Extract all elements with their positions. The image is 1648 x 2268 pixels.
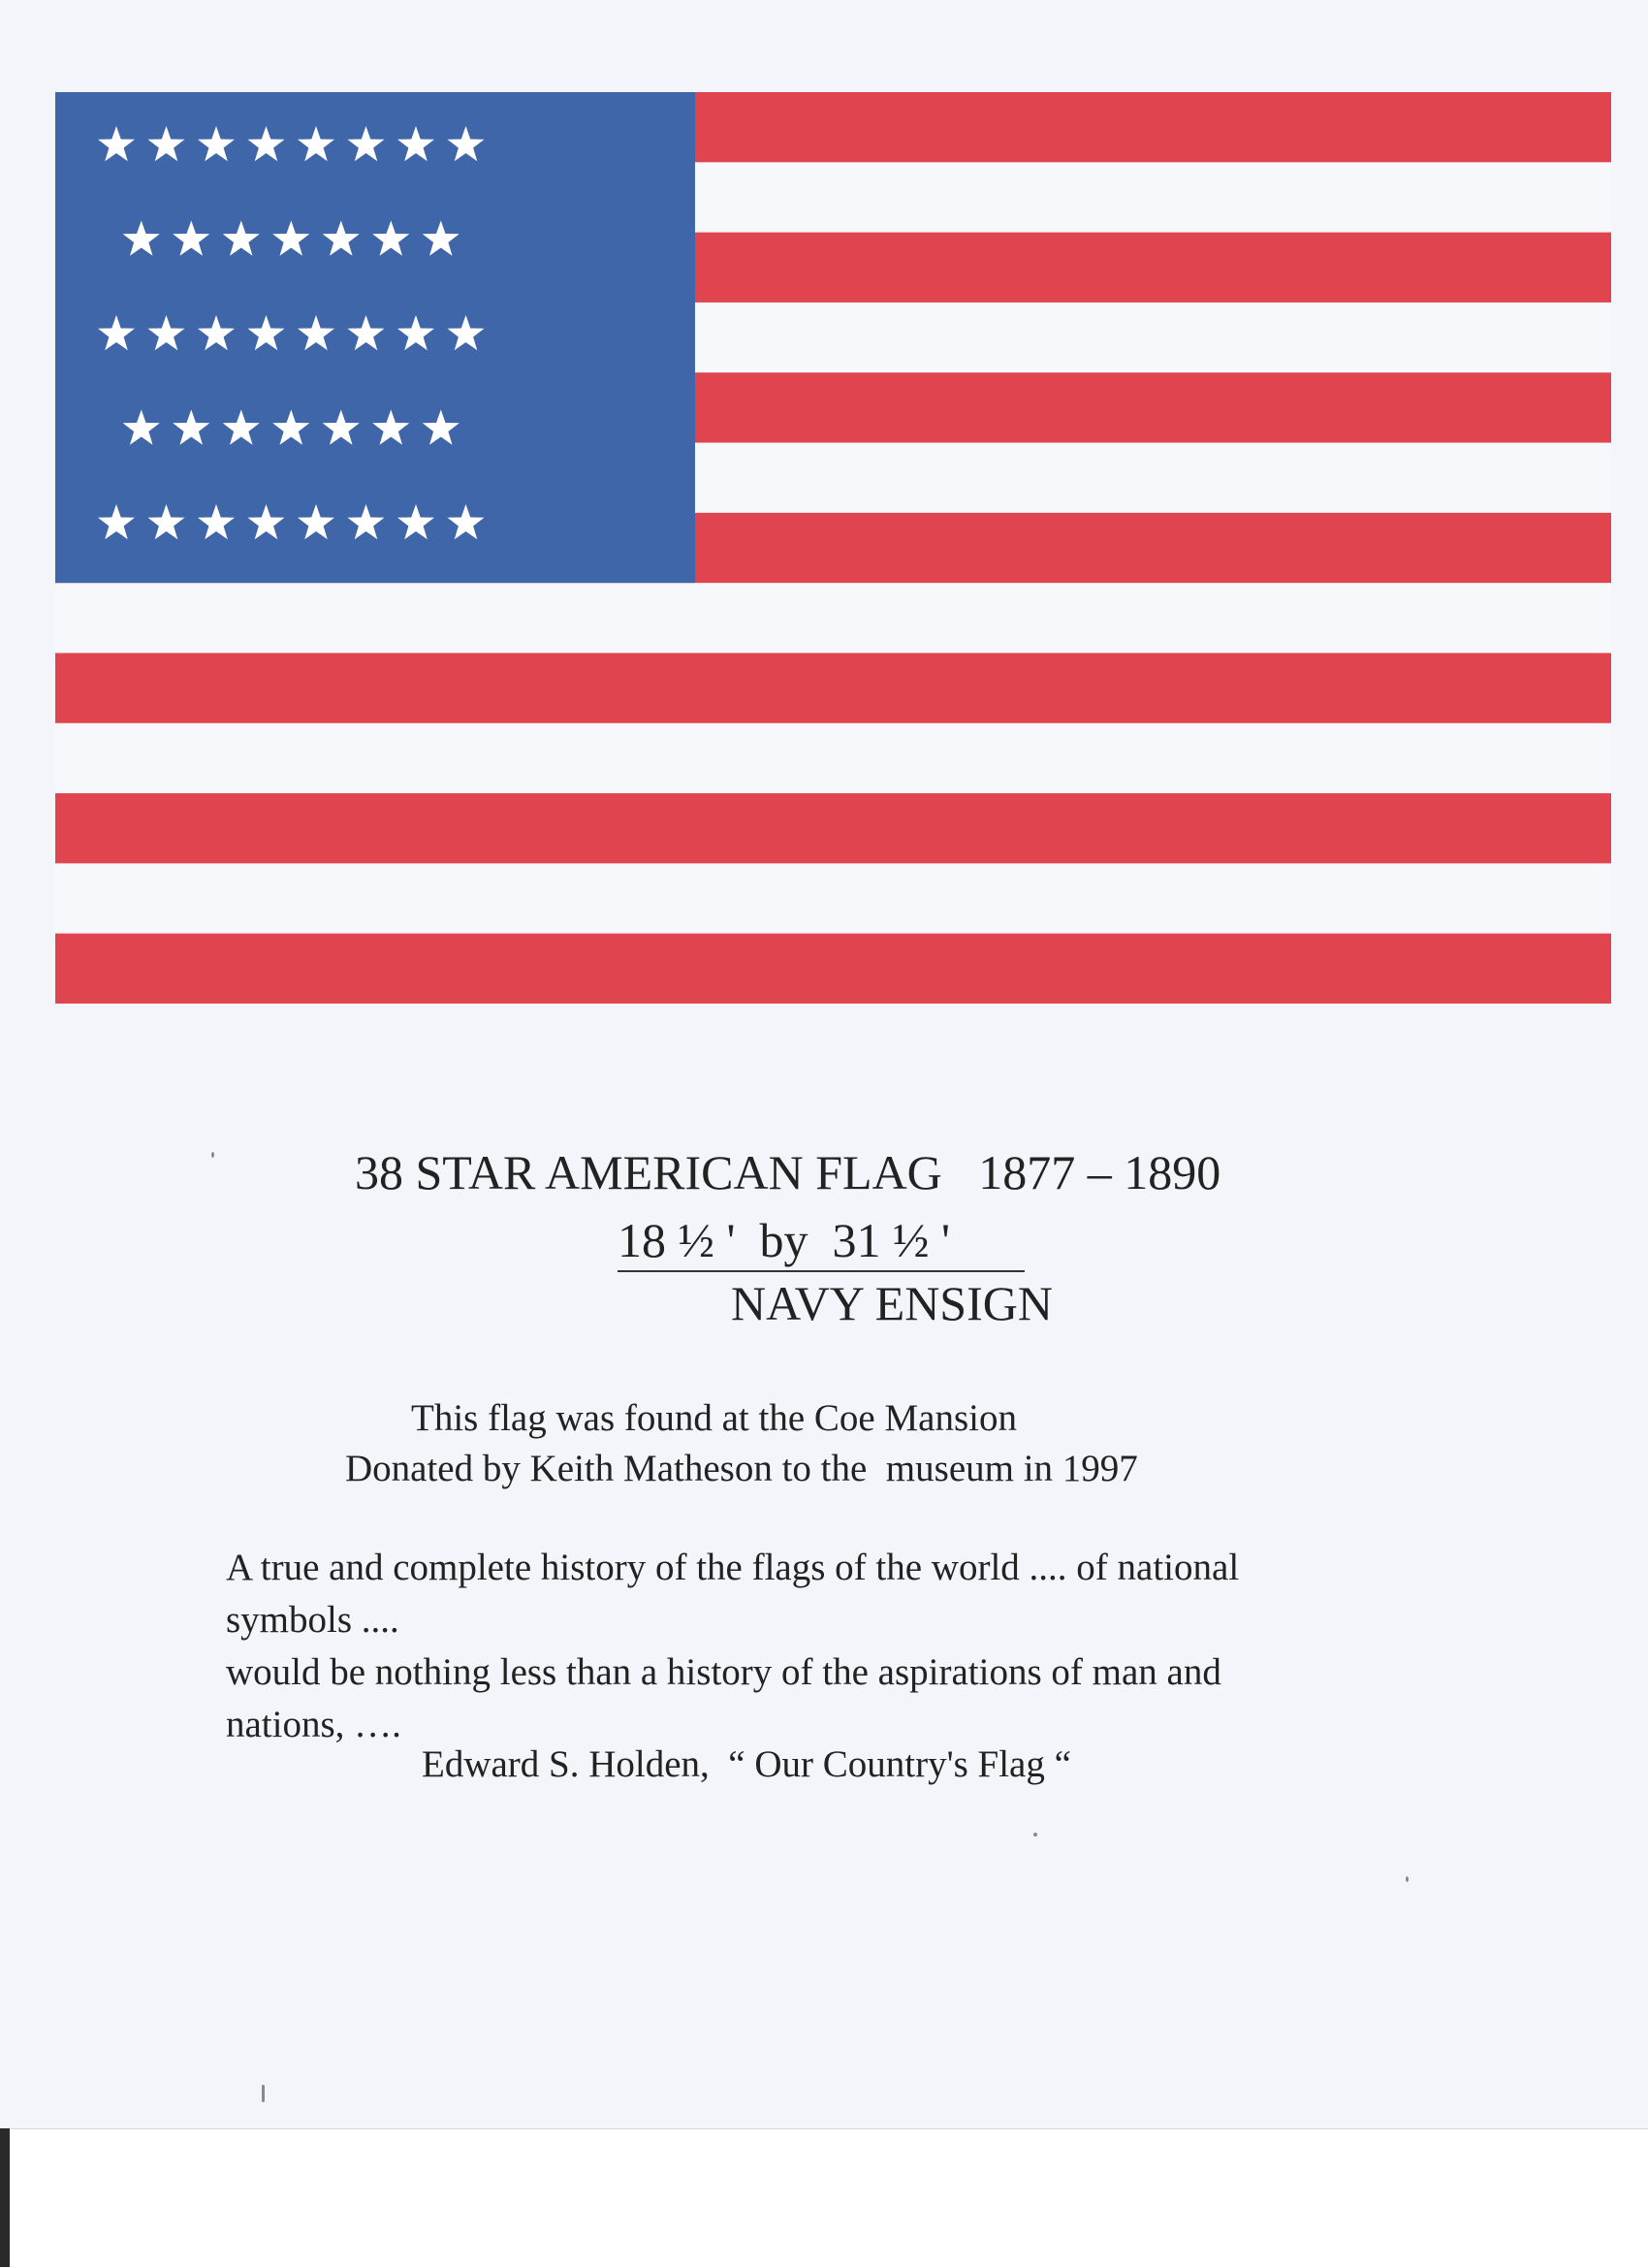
flag-stripe: [55, 653, 1611, 723]
scan-bottom-margin: [0, 2128, 1648, 2268]
flag-stripe: [55, 793, 1611, 864]
flag-dimensions: 18 ½ ' by 31 ½ ': [618, 1212, 1025, 1272]
flag-subtitle: NAVY ENSIGN: [731, 1276, 1053, 1330]
quote-attribution: Edward S. Holden, “ Our Country's Flag “: [422, 1743, 1071, 1785]
scan-edge-shadow: [0, 2128, 10, 2267]
flag-title: 38 STAR AMERICAN FLAG 1877 – 1890: [355, 1145, 1221, 1199]
quote-line-4: nations, ….: [226, 1704, 401, 1745]
flag-stripe: [55, 934, 1611, 1004]
scan-speck: [262, 2085, 265, 2102]
quote-line-3: would be nothing less than a history of the aspirations of man and: [226, 1651, 1221, 1693]
flag-canton: [55, 92, 695, 583]
quote-line-2: symbols ....: [226, 1599, 399, 1641]
flag-stripe: [55, 723, 1611, 794]
quote-line-1: A true and complete history of the flags of the world .... of national: [226, 1547, 1240, 1588]
provenance-line-1: This flag was found at the Coe Mansion: [411, 1397, 1017, 1439]
flag-stripe: [55, 583, 1611, 654]
scan-speck: [1033, 1833, 1037, 1837]
flag-image: [55, 92, 1611, 1004]
quote-block: [226, 1542, 1418, 1751]
provenance-line-2: Donated by Keith Matheson to the museum in 1997: [345, 1448, 1138, 1489]
scan-speck: [1406, 1876, 1409, 1882]
scan-speck: [211, 1152, 214, 1158]
flag-stripe: [55, 863, 1611, 934]
american-flag-38-star: [55, 92, 1611, 1004]
